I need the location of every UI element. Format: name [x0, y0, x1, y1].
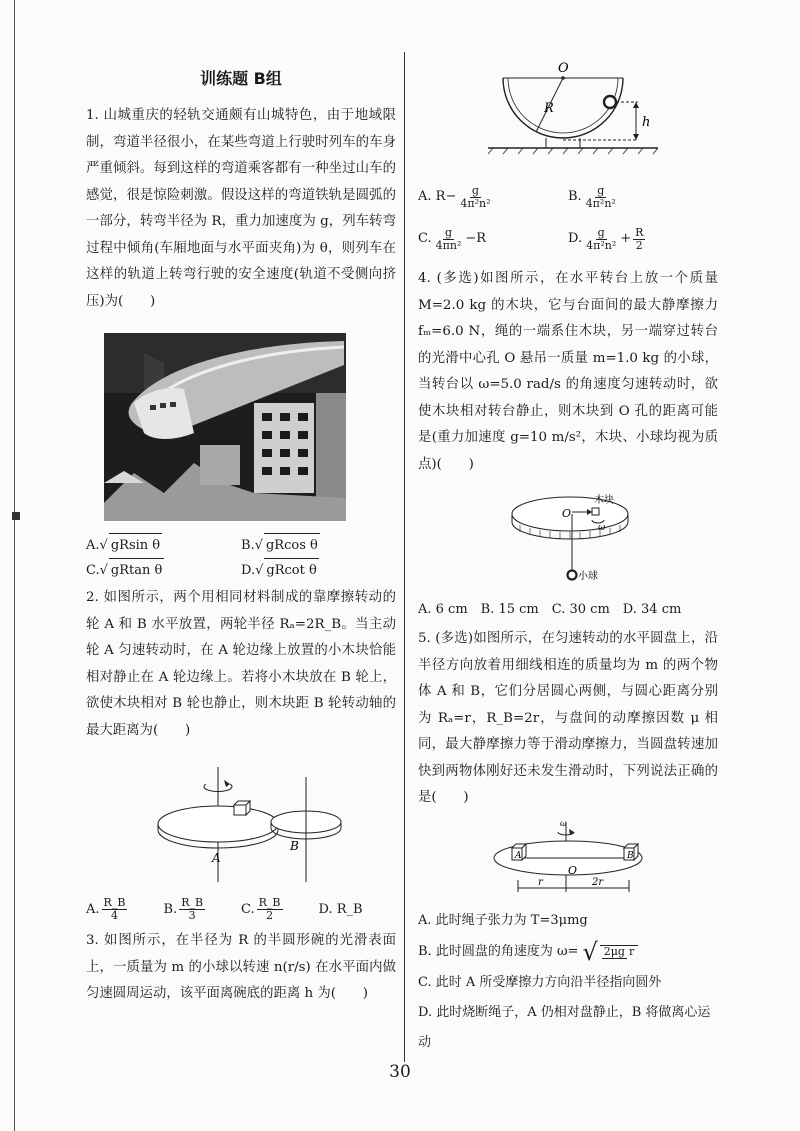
turntable-center-label: O [562, 507, 572, 520]
question-2-options [86, 897, 396, 922]
q3-option-d[interactable]: D. $\frac{g}{\text{4π²n²}}$ + $\frac{R}{2}$ [568, 225, 644, 252]
turntable-diagram [510, 488, 650, 588]
friction-wheels-diagram [156, 762, 366, 887]
question-5-options [418, 906, 718, 1058]
question-4-text: 4. (多选)如图所示，在水平转台上放一个质量 M=2.0 kg 的木块，它与台面间的最大静摩擦力 fₘ=6.0 N，绳的一端系住木块，另一端穿过转台的光滑中心孔 O 悬吊一质量 m=1.0 kg 的小球，当转台以 ω=5.0 rad/s 的角速度匀速转动时，欲使木块相对转台静止，则木块到 O 孔的距离可能是(重力加速度 g=10 m/s²，木块、小球均视为质点)( ) [418, 271, 718, 472]
disk-block-a-label: A [515, 850, 522, 861]
q1-option-c[interactable]: C. √ gRtan θ [86, 558, 241, 583]
distance-r-label: r [538, 876, 543, 888]
left-column [86, 60, 396, 1008]
page-edge-line [14, 0, 15, 1131]
bowl-diagram [488, 60, 668, 160]
wheel-b-label: B [290, 839, 299, 853]
rotating-disk-diagram [488, 818, 678, 898]
q3-option-c[interactable]: C. $\frac{g}{\text{4πn²}}$ −R [418, 225, 487, 252]
page-number: 30 [389, 1062, 411, 1082]
q5-option-a[interactable]: A. 此时绳子张力为 T=3μmg [418, 912, 588, 928]
q1-option-a[interactable]: A. √ gRsin θ [86, 533, 241, 558]
question-2-text: 2. 如图所示，两个用相同材料制成的靠摩擦转动的轮 A 和 B 水平放置，两轮半径 Rₐ=2R_B。当主动轮 A 匀速转动时，在 A 轮边缘上放置的小木块恰能相对静止在 A 轮边缘上。若将小木块放在 B 轮上，欲使木块相对 B 轮也静止，则木块距 B 轮转动轴的最大距离为( ) [86, 590, 396, 738]
disk-center-label: O [568, 863, 578, 877]
q3-option-a[interactable]: A. R− $\frac{g}{\text{4π²n²}}$ [418, 183, 491, 210]
right-column [418, 60, 718, 1058]
height-label: h [642, 115, 651, 130]
question-5-text: 5. (多选)如图所示，在匀速转动的水平圆盘上，沿半径方向放着用细线相连的质量均为 m 的两个物体 A 和 B，它们分居圆心两侧，与圆心距离分别为 Rₐ=r，R_B=2r，与盘间的动摩擦因数 μ 相同，最大静摩擦力等于滑动摩擦力，当圆盘转速加快到两物体刚好还未发生滑动时，下列说法正确的是( ) [418, 631, 718, 805]
turntable-omega-label: ω [598, 523, 606, 533]
q3-option-b[interactable]: B. $\frac{g}{\text{4π²n²}}$ [568, 183, 616, 210]
q5-option-d[interactable]: D. 此时烧断绳子，A 仍相对盘静止，B 将做离心运动 [418, 1004, 711, 1050]
q2-option-a[interactable]: A. $\frac{R\_B}{4}$ [86, 896, 126, 922]
disk-omega-label: ω [560, 818, 567, 828]
wheel-a-label: A [212, 851, 221, 865]
distance-2r-label: 2r [592, 876, 604, 888]
question-4-options[interactable]: A. 6 cm B. 15 cm C. 30 cm D. 34 cm [418, 602, 682, 617]
q5-option-b[interactable]: B. 此时圆盘的角速度为 ω= √ 2μg r [418, 942, 718, 962]
bowl-radius-label: R [544, 101, 554, 116]
question-1-options [86, 533, 396, 583]
q2-option-d[interactable]: D. R_B [318, 901, 363, 917]
block-label: 木块 [594, 495, 614, 506]
page-edge-mark [12, 512, 20, 520]
q1-option-b[interactable]: B. √ gRcos θ [241, 533, 396, 558]
monorail-photo [104, 333, 346, 521]
column-divider [404, 52, 405, 1062]
question-3-text: 3. 如图所示，在半径为 R 的半圆形碗的光滑表面上，一质量为 m 的小球以转速 n(r/s) 在水平面内做匀速圆周运动，该平面离碗底的距离 h 为( ) [86, 933, 396, 1001]
q2-option-c[interactable]: C. $\frac{R\_B}{2}$ [241, 896, 281, 922]
question-1-text: 1. 山城重庆的轻轨交通颇有山城特色，由于地域限制，弯道半径很小，在某些弯道上行驶时列车的车身严重倾斜。每到这样的弯道乘客都有一种坐过山车的感觉，很是惊险刺激。假设这样的弯道铁轨是圆弧的一部分，转弯半径为 R，重力加速度为 g，列车转弯过程中倾角(车厢地面与水平面夹角)为 θ，则列车在这样的轨道上转弯行驶的安全速度(轨道不受侧向挤压)为( ) [86, 108, 396, 309]
bowl-center-label: O [558, 61, 569, 76]
section-title: 训练题 B组 [200, 69, 282, 88]
q5-option-c[interactable]: C. 此时 A 所受摩擦力方向沿半径指向圆外 [418, 974, 662, 990]
disk-block-b-label: B [627, 850, 634, 861]
question-3-options [418, 176, 718, 260]
q2-option-b[interactable]: B. $\frac{R\_B}{3}$ [163, 896, 204, 922]
ball-label: 小球 [578, 571, 598, 582]
q1-option-d[interactable]: D. √ gRcot θ [241, 558, 396, 583]
